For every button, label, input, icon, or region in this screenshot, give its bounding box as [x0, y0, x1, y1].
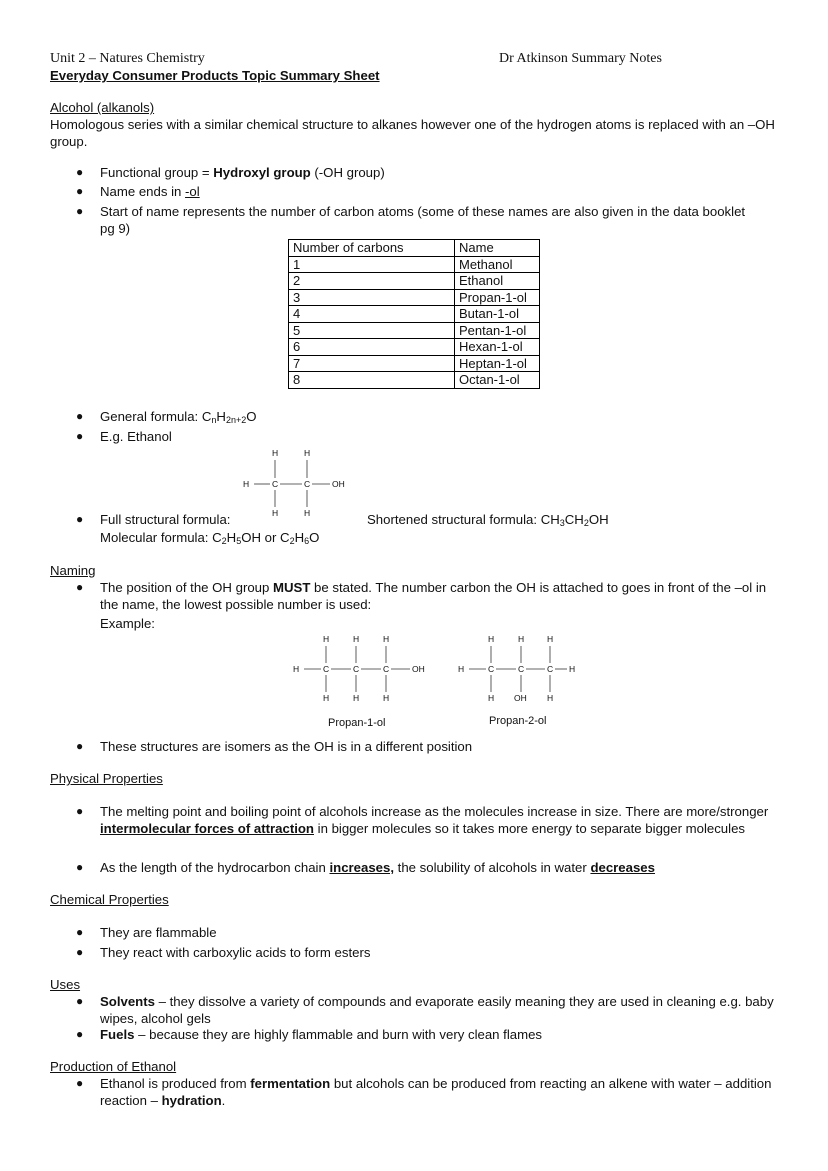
table-row: [289, 372, 540, 389]
table-header-row: [289, 240, 540, 257]
propan-1-ol-structure: [288, 634, 438, 706]
table-cell: Propan-1-ol: [455, 289, 540, 306]
naming-example-label: Example:: [100, 616, 155, 631]
start-of-name-item: Start of name represents the number of carbon atoms (some of these names are also given in the data booklet pg 9): [100, 204, 746, 236]
alcohol-heading: Alcohol (alkanols): [50, 100, 155, 115]
ethanol-structure: [238, 447, 358, 519]
atom-h: H: [547, 693, 554, 703]
atom-h: H: [569, 664, 576, 674]
propan-2-ol-caption: Propan-2-ol: [489, 715, 547, 727]
bullet-icon: ●: [76, 580, 84, 594]
bullet-icon: ●: [76, 409, 84, 423]
table-row: [289, 339, 540, 356]
carbon-name-table: [288, 239, 540, 389]
shortened-formula: Shortened structural formula: $CH_3CH_2OH$: [367, 512, 609, 528]
bullet-icon: ●: [76, 1027, 84, 1041]
alcohol-intro: Homologous series with a similar chemical structure to alkanes however one of the hydrogen atoms is replaced with an –OH group.: [50, 117, 775, 149]
table-cell: 7: [289, 355, 455, 372]
table-row: [289, 273, 540, 290]
atom-h: H: [383, 634, 390, 644]
table-row: [289, 355, 540, 372]
list-item: They are flammable: [100, 925, 217, 940]
propan-2-ol-bonds: [455, 634, 605, 706]
bullet-icon: ●: [76, 165, 84, 179]
bullet-icon: ●: [76, 512, 84, 526]
table-cell: Methanol: [455, 256, 540, 273]
atom-h: H: [323, 634, 330, 644]
melting-boiling-item: The melting point and boiling point of alcohols increase as the molecules increase in size. There are more/stronger intermolecular forces of attraction in bigger molecules so it takes more energy to separate bigger molecules: [100, 804, 769, 836]
table-header-cell: Number of carbons: [289, 240, 455, 257]
production-heading: Production of Ethanol: [50, 1059, 177, 1074]
uses-heading: Uses: [50, 977, 81, 992]
bullet-icon: ●: [76, 994, 84, 1008]
table-cell: Heptan-1-ol: [455, 355, 540, 372]
table-cell: Pentan-1-ol: [455, 322, 540, 339]
atom-c: C: [272, 479, 279, 489]
table-row: [289, 306, 540, 323]
page-title: Everyday Consumer Products Topic Summary Sheet: [50, 68, 380, 83]
bullet-icon: ●: [76, 184, 84, 198]
atom-h: H: [518, 634, 525, 644]
table-cell: Ethanol: [455, 273, 540, 290]
atom-h: H: [458, 664, 465, 674]
solubility-item: As the length of the hydrocarbon chain increases, the solubility of alcohols in water decreases: [100, 860, 655, 875]
bullet-icon: ●: [76, 429, 84, 443]
isomers-item: These structures are isomers as the OH is in a different position: [100, 739, 473, 754]
bullet-icon: ●: [76, 860, 84, 874]
propan-1-ol-caption: Propan-1-ol: [328, 717, 386, 729]
table-cell: Hexan-1-ol: [455, 339, 540, 356]
production-item: Ethanol is produced from fermentation but alcohols can be produced from reacting an alkene with water – addition reaction – hydration.: [100, 1076, 772, 1108]
bullet-icon: ●: [76, 739, 84, 753]
naming-heading: Naming: [50, 563, 96, 578]
atom-h: H: [304, 448, 311, 458]
atom-h: H: [293, 664, 300, 674]
table-cell: 2: [289, 273, 455, 290]
general-formula-item: General formula: $C_nH_{2n+2}O$: [100, 409, 257, 425]
atom-c: C: [488, 664, 495, 674]
full-structural-label: Full structural formula:: [100, 512, 231, 527]
atom-h: H: [323, 693, 330, 703]
atom-c: C: [383, 664, 390, 674]
bullet-icon: ●: [76, 1076, 84, 1090]
atom-h: H: [488, 634, 495, 644]
atom-h: H: [243, 479, 250, 489]
example-ethanol-item: E.g. Ethanol: [100, 429, 172, 444]
atom-h: H: [488, 693, 495, 703]
atom-h: H: [383, 693, 390, 703]
naming-rule-item: The position of the OH group MUST be stated. The number carbon the OH is attached to goes in front of the –ol in the name, the lowest possible number is used:: [100, 580, 767, 612]
table-row: [289, 289, 540, 306]
table-cell: 3: [289, 289, 455, 306]
atom-c: C: [323, 664, 330, 674]
physical-heading: Physical Properties: [50, 771, 163, 786]
atom-h: H: [272, 508, 279, 518]
table-cell: 5: [289, 322, 455, 339]
bullet-icon: ●: [76, 925, 84, 939]
table-row: [289, 322, 540, 339]
atom-c: C: [547, 664, 554, 674]
atom-h: H: [353, 634, 360, 644]
atom-c: C: [304, 479, 311, 489]
table-cell: 4: [289, 306, 455, 323]
name-ending-item: Name ends in -ol: [100, 184, 200, 199]
atom-h: H: [353, 693, 360, 703]
fuels-item: Fuels – because they are highly flammable and burn with very clean flames: [100, 1027, 543, 1042]
bullet-icon: ●: [76, 204, 84, 218]
unit-title: Unit 2 – Natures Chemistry: [50, 51, 205, 66]
table-row: [289, 256, 540, 273]
table-cell: 8: [289, 372, 455, 389]
atom-h: H: [272, 448, 279, 458]
atom-c: C: [353, 664, 360, 674]
atom-c: C: [518, 664, 525, 674]
atom-oh: OH: [514, 693, 527, 703]
atom-h: H: [304, 508, 311, 518]
propan-2-ol-structure: [455, 634, 605, 706]
atom-oh: OH: [412, 664, 425, 674]
atom-h: H: [547, 634, 554, 644]
table-header-cell: Name: [455, 240, 540, 257]
chemical-heading: Chemical Properties: [50, 892, 169, 907]
table-cell: 6: [289, 339, 455, 356]
solvents-item: Solvents – they dissolve a variety of compounds and evaporate easily meaning they are used in cleaning e.g. baby wipes, alcohol gels: [100, 994, 774, 1026]
functional-group-item: Functional group = Hydroxyl group (-OH group): [100, 165, 385, 180]
list-item: They react with carboxylic acids to form esters: [100, 945, 371, 960]
table-cell: Octan-1-ol: [455, 372, 540, 389]
author-label: Dr Atkinson Summary Notes: [499, 51, 662, 66]
bullet-icon: ●: [76, 804, 84, 818]
molecular-formula: Molecular formula: $C_2H_5OH$ or $C_2H_6O$: [100, 530, 320, 546]
table-cell: Butan-1-ol: [455, 306, 540, 323]
atom-oh: OH: [332, 479, 345, 489]
table-cell: 1: [289, 256, 455, 273]
bullet-icon: ●: [76, 945, 84, 959]
